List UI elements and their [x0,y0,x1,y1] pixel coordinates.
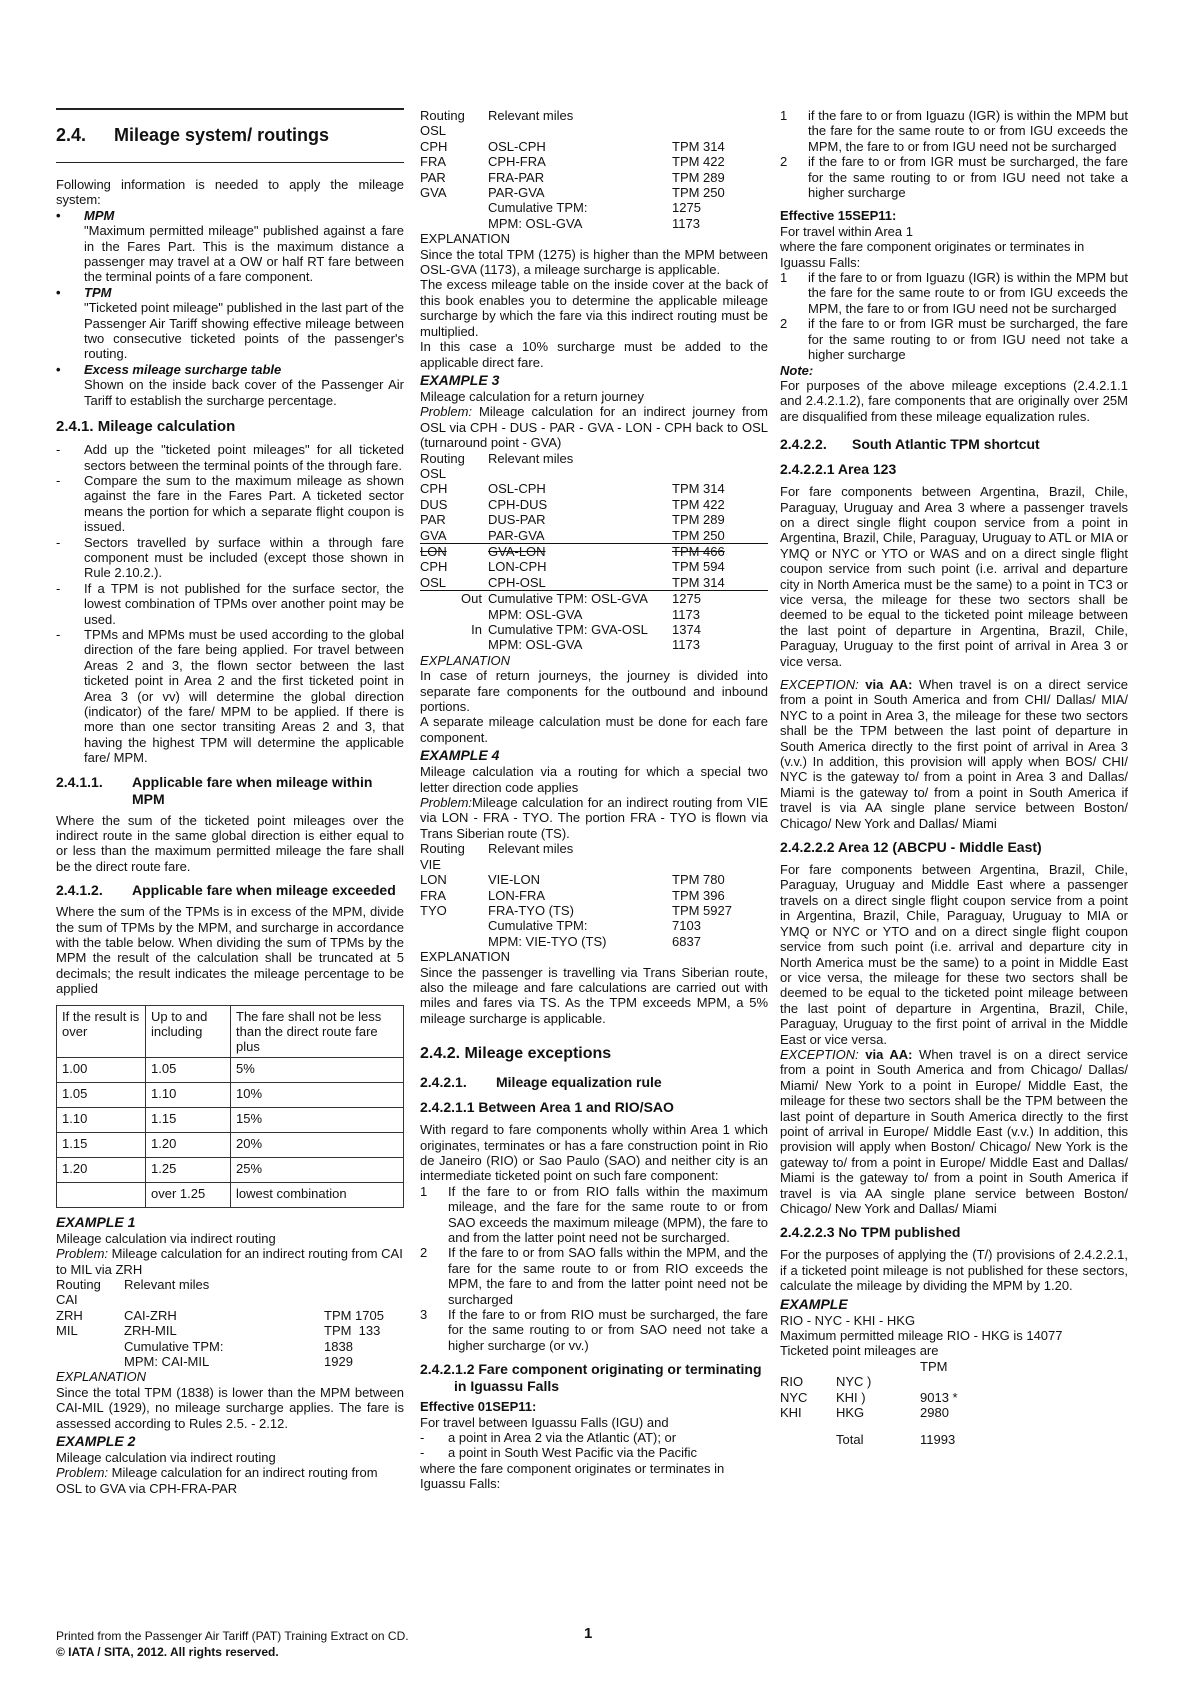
intro-text: Following information is needed to apply the mileage system: [56,177,404,208]
bullet-mpm: • MPM "Maximum permitted mileage" published against a fare in the Fares Part. This is the maximum distance a passenger may travel at a OW or half RT fare between the terminal points of a fare component. [56,207,404,285]
footer [56,1625,616,1660]
bullet-excess: • Excess mileage surcharge table Shown on the inside back cover of the Passenger Air Tariff to establish the surcharge percentage. [56,361,404,408]
top-rule [56,108,404,110]
heading-2-4-2-2: 2.4.2.2. South Atlantic TPM shortcut [780,436,1040,453]
list-item: - a point in South West Pacific via the Pacific [420,1445,698,1461]
example-4-problem: Problem:Mileage calculation for an indirect routing from VIE via LON - FRA - TYO. The portion FRA - TYO is flown via Trans Siberian route (TS). [420,795,768,841]
table-row: 1.00 1.05 5% [57,1057,404,1082]
example-2-explanation: Since the total TPM (1275) is higher than the MPM between OSL-GVA (1173), a mileage surcharge is applicable. [420,246,768,278]
example-2-routing: Routing Relevant miles OSL CPH OSL-CPH TPM 314 FRA CPH-FRA TPM 422 PAR FRA-PAR TPM 289 GVA PAR-GVA TPM 250 Cumulative TPM: 1275 MPM: OSL-GVA 1173 [420,108,725,231]
heading-2-4-2-1: 2.4.2.1. Mileage equalization rule [420,1074,662,1091]
heading-2-4-2-2-3: 2.4.2.2.3 No TPM published [780,1224,961,1241]
column-1 [56,108,404,1496]
column-3 [780,108,1128,1448]
para-2-4-2-2-1: For fare components between Argentina, Brazil, Chile, Paraguay, Uruguay and Area 3 where a passenger travels on a direct single flight coupon service from a point in Argentina, Brazil, Chile, Paraguay, Uruguay to ATL or MIA or YMQ or NYC or YTO or WAS and on a direct single flight coupon service from such point (i.e. arrival and departure city in North America must be the same) to a point in TC3 or vice versa, the mileage for these two sectors shall be deemed to be equal to the ticketed point mileage between the last point of departure in Argentina, Brazil, Chile, Paraguay, Uruguay to the first point of arrival in Area 3 or vice versa. [780,484,1128,669]
list-item: 2 if the fare to or from IGR must be surcharged, the fare for the same routing to or from IGU need not take a higher surcharge [780,316,1128,363]
calc-item: - TPMs and MPMs must be used according to the global direction of the fare being applied. For travel between Areas 2 and 3, the flown sector between the last ticketed point in Area 2 and the first ticketed point in Area 3 (or vv) will determine the global direction (indicator) of the fare/ MPM to be applied. If there is more than one sector transiting Areas 2 and 3, that having the highest TPM will determine the applicable fare/ MPM. [56,626,404,766]
example-line: RIO - NYC - KHI - HKG [780,1312,916,1328]
table-row: 1.05 1.10 10% [57,1082,404,1107]
table-row: 1.20 1.25 25% [57,1157,404,1182]
example-3-explanation: A separate mileage calculation must be done for each fare component. [420,714,768,745]
footer-printed: Printed from the Passenger Air Tariff (PAT) Training Extract on CD. [56,1629,409,1643]
example-line: Maximum permitted mileage RIO - HKG is 14077 [780,1328,1063,1344]
heading-mileage-calculation: 2.4.1. Mileage calculation [56,418,236,436]
example-1-routing: Routing Relevant miles CAI ZRH CAI-ZRH TPM 1705 MIL ZRH-MIL TPM 133 Cumulative TPM: 1838 MPM: CAI-MIL 1929 [56,1276,384,1369]
effective-after: where the fare component originates or terminates in Iguassu Falls: [420,1460,725,1492]
example-2-explanation: In this case a 10% surcharge must be added to the applicable direct fare. [420,339,768,370]
example-1-explanation: Since the total TPM (1838) is lower than the MPM between CAI-MIL (1929), no mileage surcharge applies. The fare is assessed according to Rules 2.5. - 2.12. [56,1384,404,1431]
example-1-problem: Problem: Mileage calculation for an indirect routing from CAI to MIL via ZRH [56,1246,403,1277]
section-title: 2.4. Mileage system/ routings [56,125,330,145]
effective-line: where the fare component originates or terminates in Iguassu Falls: [780,239,1085,270]
example-2-explanation-label: EXPLANATION [420,231,511,247]
example-3-routing: Routing Relevant miles OSL CPH OSL-CPH TPM 314 DUS CPH-DUS TPM 422 PAR DUS-PAR TPM 289 GVA PAR-GVA TPM 250 LON GVA-LON TPM 466 CPH LON-CPH TPM 594 OSL CPH-OSL TPM 314 [420,451,768,592]
heading-2-4-1-2: 2.4.1.2. Applicable fare when mileage exceeded [56,882,396,899]
calc-item: - Add up the "ticketed point mileages" for all ticketed sectors between the terminal points of the through fare. [56,442,404,473]
example-2-line: Mileage calculation via indirect routing [56,1449,276,1465]
example-1-line: Mileage calculation via indirect routing [56,1230,276,1246]
para-2-4-2-2-2: For fare components between Argentina, Brazil, Chile, Paraguay, Uruguay and Middle East where a passenger travels on a direct single flight coupon service from a point in Argentina, Brazil, Chile, Paraguay, Uruguay to MIA or YMQ or NYC or YTO and on a direct single flight coupon service from such point (i.e. arrival and departure city in North America must be the same) to a point in Middle East or vice versa, the mileage for these two sectors shall be deemed to be equal to the ticketed point mileage between the last point of departure in Argentina, Brazil, Chile, Paraguay, Uruguay to the first point of arrival in the Middle East or vice versa. [780,862,1128,1047]
tpm-table: TPM RIO NYC ) NYC KHI ) 9013 * KHI HKG 2980 Total 11993 [780,1358,958,1448]
para-2-4-2-2-3: For the purposes of applying the (T/) provisions of 2.4.2.2.1, if a ticketed point mileage is not published for these sectors, calculate the mileage by dividing the MPM by 1.20. [780,1247,1128,1294]
example-3-line: Mileage calculation for a return journey [420,388,645,404]
page-number: 1 [584,1625,593,1642]
example-4-explanation: Since the passenger is travelling via Trans Siberian route, also the mileage and fare calculations are carried out with miles and fares via TS. As the TPM exceeds MPM, a 5% mileage surcharge is applicable. [420,964,768,1026]
list-item: 3 If the fare to or from RIO must be surcharged, the fare for the same routing to or from SAO need not take a higher surcharge (or vv.) [420,1307,768,1353]
bullet-tpm: • TPM "Ticketed point mileage" published in the last part of the Passenger Air Tariff showing effective mileage between two consecutive ticketed points of the passenger's routing. [56,284,404,362]
list-item: 1 if the fare to or from Iguazu (IGR) is within the MPM but the fare for the same route to or from IGU exceeds the MPM, the fare to or from IGU need not be surcharged [780,270,1128,316]
heading-mileage-exceptions: 2.4.2. Mileage exceptions [420,1045,612,1063]
list-item: - a point in Area 2 via the Atlantic (AT); or [420,1430,677,1446]
effective-line: For travel between Iguassu Falls (IGU) and [420,1414,669,1430]
heading-2-4-2-2-2: 2.4.2.2.2 Area 12 (ABCPU - Middle East) [780,839,1042,856]
example-3-title: EXAMPLE 3 [420,371,500,388]
footer-copyright: © IATA / SITA, 2012. All rights reserved. [56,1645,279,1659]
list-item: 1 If the fare to or from RIO falls within the maximum mileage, and the fare for the same route to or from SAO exceeds the maximum mileage (MPM), the fare to and from the latter point need not be surcharged. [420,1183,768,1245]
heading-2-4-2-1-2: 2.4.2.1.2 Fare component originating or terminating in Iguassu Falls [420,1361,762,1395]
example-title: EXAMPLE [780,1295,848,1312]
heading-2-4-2-2-1: 2.4.2.2.1 Area 123 [780,461,897,478]
example-1-title: EXAMPLE 1 [56,1213,136,1230]
exception-aa-2: EXCEPTION: via AA: When travel is on a direct service from a point in South America and from Chicago/ Dallas/ Miami/ New York to a point in Europe/ Middle East, the mileage for these two sectors shall be the TPM between the last point of departure in South America directly to the first point of arrival in Europe/ Middle East (v.v.) In addition, this provision will apply when Boston/ Chicago/ New York is the gateway to/ from a point in Europe/ Middle East and Dallas/ Miami is the gateway to/ from a point in South America if travel is via AA single plane service between Boston/ Chicago/ New York and Dallas/ Miami [780,1046,1129,1216]
example-2-explanation: The excess mileage table on the inside cover at the back of this book enables you to determine the applicable mileage surcharge by which the fare via this indirect routing must be multiplied. [420,277,768,339]
calc-item: - If a TPM is not published for the surface sector, the lowest combination of TPMs over another point may be used. [56,580,404,627]
table-row: 1.15 1.20 20% [57,1132,404,1157]
example-4-title: EXAMPLE 4 [420,747,500,764]
example-4-routing: Routing Relevant miles VIE LON VIE-LON TPM 780 FRA LON-FRA TPM 396 TYO FRA-TYO (TS) TPM 5927 Cumulative TPM: 7103 MPM: VIE-TYO (TS) 6837 [420,841,732,949]
table-row: over 1.25 lowest combination [57,1182,404,1207]
effective-line: For travel within Area 1 [780,223,913,239]
calc-item: - Sectors travelled by surface within a through fare component must be included (except those shown in Rule 2.10.2.). [56,534,404,581]
list-item: 2 If the fare to or from SAO falls within the MPM, and the fare for the same route to or from RIO exceeds the MPM, the fare to and from the latter point need not be surcharged [420,1245,768,1307]
heading-2-4-2-1-1: 2.4.2.1.1 Between Area 1 and RIO/SAO [420,1099,674,1116]
effective-label: Effective 15SEP11: [780,208,897,224]
effective-label: Effective 01SEP11: [420,1399,537,1415]
example-3-explanation-label: EXPLANATION [420,652,511,668]
surcharge-table [56,1005,404,1208]
example-3-explanation: In case of return journeys, the journey is divided into separate fare components for the outbound and inbound portions. [420,668,768,715]
column-2 [420,108,768,1492]
example-3-summary: Out Cumulative TPM: OSL-GVA 1275 MPM: OSL-GVA 1173 In Cumulative TPM: GVA-OSL 1374 MPM: OSL-GVA 1173 [461,591,701,653]
example-2-problem: Problem: Mileage calculation for an indirect routing from OSL to GVA via CPH-FRA-PAR [56,1465,378,1496]
example-4-line: Mileage calculation via a routing for which a special two letter direction code applies [420,764,768,795]
calc-item: - Compare the sum to the maximum mileage as shown against the fare in the Fares Part. A ticketed sector means the portion for which a separate flight coupon is issued. [56,472,404,535]
example-4-explanation-label: EXPLANATION [420,949,511,965]
example-1-explanation-label: EXPLANATION [56,1369,147,1385]
note-text: For purposes of the above mileage exceptions (2.4.2.1.1 and 2.4.2.1.2), fare components that are originally over 25M are disqualified from these mileage equalization rules. [780,377,1128,424]
note-label: Note: [780,362,814,378]
table-row: 1.10 1.15 15% [57,1107,404,1132]
list-item: 1 if the fare to or from Iguazu (IGR) is within the MPM but the fare for the same route to or from IGU exceeds the MPM, the fare to or from IGU need not be surcharged [780,108,1128,154]
title-rule [56,162,404,163]
example-line: Ticketed point mileages are [780,1343,939,1359]
example-2-title: EXAMPLE 2 [56,1432,136,1449]
heading-2-4-1-1: 2.4.1.1. Applicable fare when mileage within MPM [56,773,373,807]
para-2-4-2-1-1: With regard to fare components wholly within Area 1 which originates, terminates or has a fare construction point in Rio de Janeiro (RIO) or Sao Paulo (SAO) and neither city is an intermediate ticketed point on such fare component: [420,1122,768,1184]
list-item: 2 if the fare to or from IGR must be surcharged, the fare for the same routing to or from IGU need not take a higher surcharge [780,154,1128,201]
table-header-row: If the result is over Up to and including The fare shall not be less than the direct route fare plus [57,1005,404,1057]
para-2-4-1-2: Where the sum of the TPMs is in excess of the MPM, divide the sum of TPMs by the MPM, and surcharge in accordance with the table below. When dividing the sum of TPMs by the MPM the result of the calculation shall be truncated at 5 decimals; the result indicates the mileage percentage to be applied [56,904,404,997]
example-3-problem: Problem: Mileage calculation for an indirect journey from OSL via CPH - DUS - PAR - GVA - LON - CPH back to OSL (turnaround point - GVA) [420,404,768,451]
exception-aa-1: EXCEPTION: via AA: When travel is on a direct service from a point in South America and from CHI/ Dallas/ MIA/ NYC to a point in Area 3, the mileage for these two sectors shall be the TPM between the last point of departure in South America directly to the first point of arrival in Area 3 (v.v.) In addition, this provision will apply when BOS/ CHI/ NYC is the gateway to/ from a point in Area 3 and Dallas/ Miami is the gateway to/ from a point in South America if travel is via AA single plane service between Boston/ Chicago/ New York and Dallas/ Miami [780,677,1129,831]
para-2-4-1-1: Where the sum of the ticketed point mileages over the indirect route in the same global direction is either equal to or less than the maximum permitted mileage the fare shall be the direct route fare. [56,812,404,874]
